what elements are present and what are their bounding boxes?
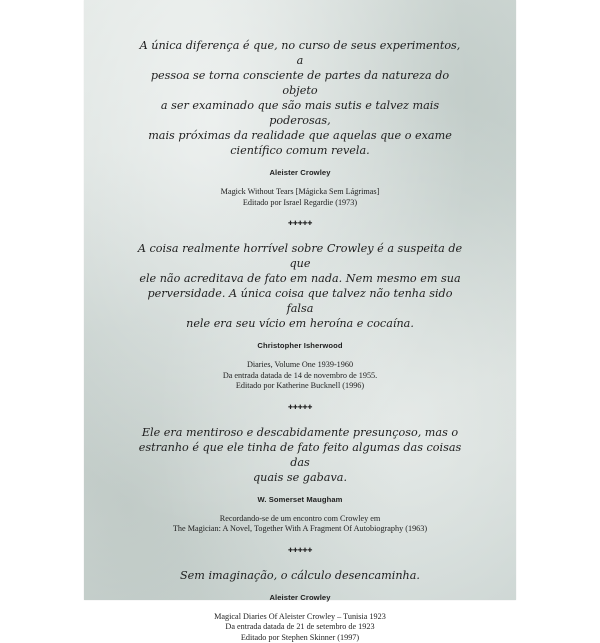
epigraph-entry-3 [84, 425, 516, 535]
epigraph-entry-1 [84, 38, 516, 208]
epigraph-entry-2 [84, 241, 516, 392]
epigraph-author: Aleister Crowley [84, 168, 516, 178]
source-line: Da entrada datada de 14 de novembro de 1955. [84, 371, 516, 382]
quote-line: Ele era mentiroso e descabidamente presunçoso, mas o [135, 425, 465, 440]
quote-line: perversidade. A única coisa que talvez não tenha sido falsa [135, 286, 465, 316]
quote-line: Sem imaginação, o cálculo desencaminha. [135, 568, 465, 583]
quote-line: a ser examinado que são mais sutis e talvez mais poderosas, [135, 98, 465, 128]
book-page [84, 0, 516, 600]
quote-line: pessoa se torna consciente de partes da natureza do objeto [135, 68, 465, 98]
epigraph-source [84, 187, 516, 208]
quote-line: científico comum revela. [135, 143, 465, 158]
epigraph-source [84, 612, 516, 643]
ornament-divider: ✚✚✚✚✚ [84, 404, 516, 412]
source-line: The Magician: A Novel, Together With A Fragment Of Autobiography (1963) [84, 524, 516, 535]
quote-line: A coisa realmente horrível sobre Crowley é a suspeita de que [135, 241, 465, 271]
source-line: Editado por Katherine Bucknell (1996) [84, 381, 516, 392]
epigraph-quote [135, 425, 465, 485]
epigraph-source [84, 360, 516, 392]
epigraph-quote [135, 38, 465, 158]
epigraph-section [84, 38, 516, 643]
quote-line: ele não acreditava de fato em nada. Nem mesmo em sua [135, 271, 465, 286]
ornament-divider: ✚✚✚✚✚ [84, 220, 516, 228]
epigraph-author: W. Somerset Maugham [84, 495, 516, 505]
epigraph-source [84, 514, 516, 535]
quote-line: A única diferença é que, no curso de seus experimentos, a [135, 38, 465, 68]
source-line: Da entrada datada de 21 de setembro de 1923 [84, 622, 516, 633]
source-line: Diaries, Volume One 1939-1960 [84, 360, 516, 371]
quote-line: nele era seu vício em heroína e cocaína. [135, 316, 465, 331]
quote-line: mais próximas da realidade que aquelas que o exame [135, 128, 465, 143]
source-line: Editado por Israel Regardie (1973) [84, 198, 516, 209]
source-line: Editado por Stephen Skinner (1997) [84, 633, 516, 643]
source-line: Magick Without Tears [Mágicka Sem Lágrimas] [84, 187, 516, 198]
epigraph-quote [135, 568, 465, 583]
source-line: Magical Diaries Of Aleister Crowley – Tunisia 1923 [84, 612, 516, 623]
quote-line: estranho é que ele tinha de fato feito algumas das coisas das [135, 440, 465, 470]
quote-line: quais se gabava. [135, 470, 465, 485]
epigraph-quote [135, 241, 465, 331]
source-line: Recordando-se de um encontro com Crowley em [84, 514, 516, 525]
epigraph-author: Aleister Crowley [84, 593, 516, 603]
ornament-divider: ✚✚✚✚✚ [84, 547, 516, 555]
epigraph-author: Christopher Isherwood [84, 341, 516, 351]
epigraph-entry-4 [84, 568, 516, 643]
